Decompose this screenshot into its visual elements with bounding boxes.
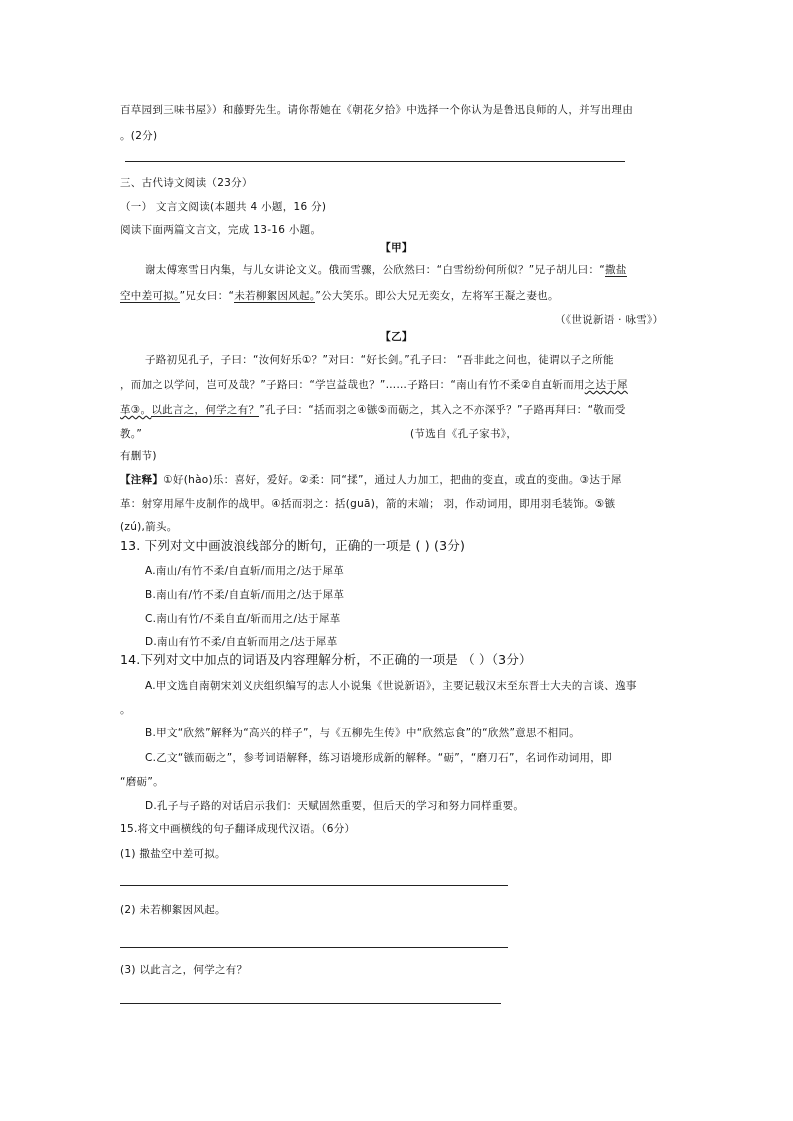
q15-item-3: (3) 以此言之，何学之有？ — [120, 964, 248, 976]
q12-line2: 。(2分) — [120, 130, 158, 142]
passage-b-source: (节选自《孔子家书》， — [410, 428, 518, 440]
passage-b-line3: 革③。以此言之，何学之有？”孔子曰：“括而羽之④镞⑤而砺之，其入之不亦深乎？”子路再拜曰：“敬而受 — [120, 404, 626, 416]
q14-option-c-line1: C.乙文“镞而砺之”，参考词语解释，练习语境形成新的解释。“砺”，“磨刀石”，名词作动词用，即 — [145, 752, 612, 764]
passage-b-line5: 有删节) — [120, 450, 157, 462]
q15-item-1: (1) 撒盐空中差可拟。 — [120, 848, 226, 860]
passage-a-line1: 谢太傅寒雪日内集，与儿女讲论文义。俄而雪骤，公欣然曰：“白雪纷纷何所似？”兄子胡儿曰：“撒盐 — [145, 264, 627, 276]
passage-b-heading: 【乙】 — [380, 331, 413, 343]
answer-line-q12 — [125, 161, 625, 162]
passage-a-source: （《世说新语 · 咏雪》） — [555, 314, 664, 326]
answer-line-q15-2[interactable] — [120, 947, 508, 948]
q15-item-2: (2) 未若柳絮因风起。 — [120, 904, 226, 916]
section-sub-title: （一） 文言文阅读(本题共 4 小题，16 分) — [120, 201, 327, 213]
passage-a-heading: 【甲】 — [380, 242, 413, 254]
q12-line1: 百草园到三味书屋》）和藤野先生。请你帮她在《朝花夕拾》中选择一个你认为是鲁迅良师的人，并写出理由 — [120, 104, 634, 116]
section-instruction: 阅读下面两篇文言文，完成 13-16 小题。 — [120, 224, 322, 236]
answer-line-q15-1[interactable] — [120, 885, 508, 886]
q14-option-c-line2: “磨砺”。 — [120, 776, 164, 788]
q13-option-b: B.南山有/竹不柔/自直斩/而用之/达于犀革 — [145, 589, 345, 601]
q13-option-a: A.南山/有竹不柔/自直斩/而用之/达于犀革 — [145, 565, 345, 577]
answer-line-q15-3[interactable] — [120, 1003, 501, 1004]
q14-option-d: D.孔子与子路的对话启示我们：天赋固然重要，但后天的学习和努力同样重要。 — [145, 800, 525, 812]
q13-option-c: C.南山有竹/不柔自直/斩而用之/达于犀革 — [145, 613, 341, 625]
section-title: 三、古代诗文阅读（23分） — [120, 177, 253, 189]
notes-line2: 革：射穿用犀牛皮制作的战甲。④括而羽之：括(guā)，箭的末端； 羽，作动词用，即用羽毛装饰。⑤镞 — [120, 498, 616, 510]
passage-b-line2: ，而加之以学问，岂可及哉？”子路曰：“学岂益哉也？”……子路曰：“南山有竹不柔②自直斩而用之达于犀 — [120, 379, 628, 391]
q14-option-a-line2: 。 — [120, 704, 131, 716]
q14-option-b: B.甲文“欣然”解释为“高兴的样子”，与《五柳先生传》中“欣然忘食”的“欣然”意思不相同。 — [145, 727, 581, 739]
q14-stem: 14.下列对文中加点的词语及内容理解分析，不正确的一项是 （ ）（3分） — [120, 652, 532, 667]
notes-line3: (zú),箭头。 — [120, 521, 178, 533]
passage-b-line1: 子路初见孔子，子曰：“汝何好乐①？”对曰：“好长剑。”孔子曰： “吾非此之问也，徒谓以子之所能 — [145, 354, 614, 366]
passage-a-line2: 空中差可拟。”兄女曰：“未若柳絮因风起。”公大笑乐。即公大兄无奕女，左将军王凝之妻也。 — [120, 290, 559, 302]
q14-option-a-line1: A.甲文选自南朝宋刘义庆组织编写的志人小说集《世说新语》，主要记载汉末至东晋士大夫的言谈、逸事 — [145, 680, 637, 692]
notes-line1: 【注释】①好(hào)乐：喜好，爱好。②柔：同“揉”，通过人力加工，把曲的变直，或直的变曲。③达于犀 — [120, 474, 622, 486]
passage-b-line4: 教。” — [120, 428, 143, 440]
q13-option-d: D.南山有竹不柔/自直斩而用之/达于犀革 — [145, 636, 338, 648]
q13-stem: 13. 下列对文中画波浪线部分的断句，正确的一项是 ( ) (3分) — [120, 538, 466, 553]
q15-stem: 15.将文中画横线的句子翻译成现代汉语。（6分） — [120, 823, 356, 835]
